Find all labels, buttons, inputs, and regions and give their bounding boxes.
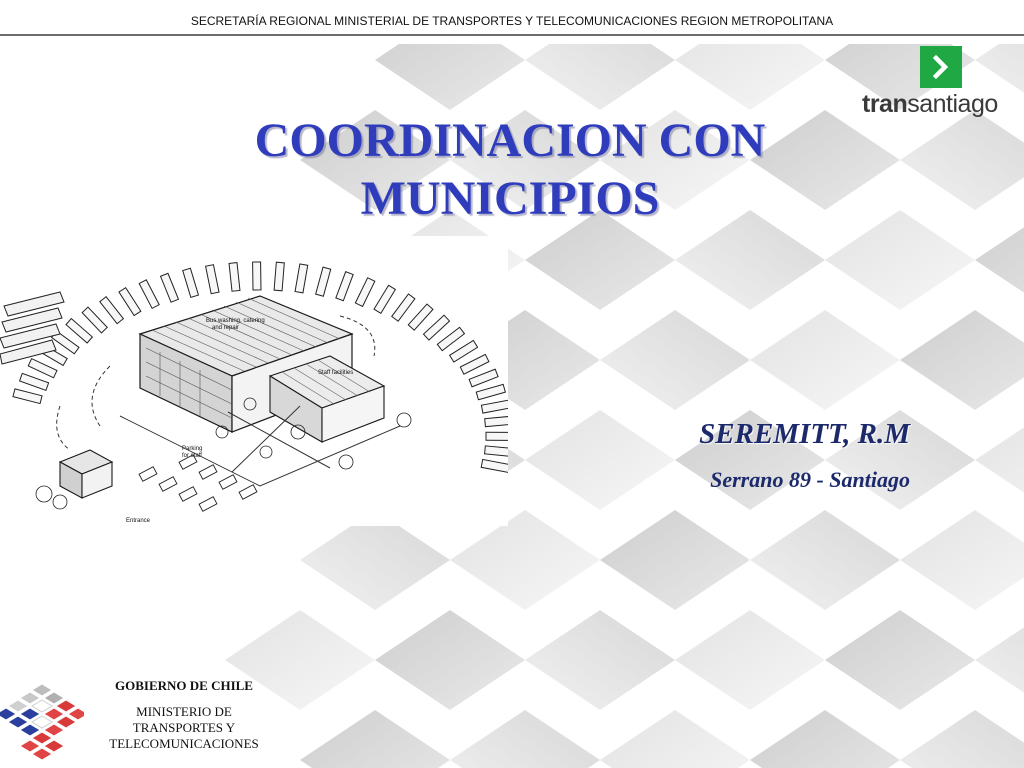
background-diamond xyxy=(975,410,1024,510)
label-parking: Parking xyxy=(182,446,203,452)
ministry-line-1: MINISTERIO DE xyxy=(136,704,232,719)
title-line-2: MUNICIPIOS xyxy=(360,172,660,225)
background-diamond xyxy=(750,310,900,410)
presenter-address: Serrano 89 - Santiago xyxy=(710,467,910,492)
background-diamond xyxy=(600,310,750,410)
government-title: GOBIERNO DE CHILE xyxy=(115,678,253,693)
wordmark-regular-part: santiago xyxy=(907,90,998,118)
header-divider xyxy=(0,34,1024,36)
government-block xyxy=(0,676,280,768)
wordmark-bold-part: tran xyxy=(862,90,908,118)
background-diamond xyxy=(900,310,1024,410)
background-diamond xyxy=(900,710,1024,768)
background-diamond xyxy=(975,610,1024,710)
background-diamond xyxy=(675,610,825,710)
label-parking-2: for staff xyxy=(182,453,202,459)
transantiago-logo xyxy=(862,46,1018,122)
background-diamond xyxy=(300,710,450,768)
presenter-name: SEREMITT, R.M xyxy=(699,418,910,450)
ministry-line-2: TRANSPORTES Y xyxy=(132,720,236,735)
title-line-1: COORDINACION CON xyxy=(254,114,766,167)
background-diamond xyxy=(750,710,900,768)
label-bus-washing: Bus washing, catering xyxy=(206,318,265,324)
background-diamond xyxy=(825,610,975,710)
ministry-name xyxy=(96,704,272,752)
background-diamond xyxy=(375,610,525,710)
parked-bus xyxy=(486,432,508,440)
header-ministry-text: SECRETARÍA REGIONAL MINISTERIAL DE TRANSPORTES Y TELECOMUNICACIONES REGION METROPOLITANA xyxy=(190,14,834,28)
background-diamond xyxy=(600,510,750,610)
slide-title xyxy=(170,112,850,228)
background-diamond xyxy=(900,510,1024,610)
background-diamond xyxy=(450,710,600,768)
transantiago-wordmark xyxy=(862,90,1018,119)
background-diamond xyxy=(900,110,1024,210)
label-entrance: Entrance xyxy=(126,518,151,524)
label-staff-facilities: Staff facilities xyxy=(318,370,354,376)
background-diamond xyxy=(750,510,900,610)
background-diamond xyxy=(525,610,675,710)
parked-bus xyxy=(274,262,284,291)
background-diamond xyxy=(600,710,750,768)
background-diamond xyxy=(975,210,1024,310)
chevron-right-icon xyxy=(920,46,962,88)
label-bus-washing-2: and repair xyxy=(212,325,240,331)
bus-depot-sketch xyxy=(0,236,508,526)
ministry-line-3: TELECOMUNICACIONES xyxy=(109,736,259,751)
parked-bus xyxy=(253,262,261,290)
government-emblem-icon xyxy=(0,682,84,760)
